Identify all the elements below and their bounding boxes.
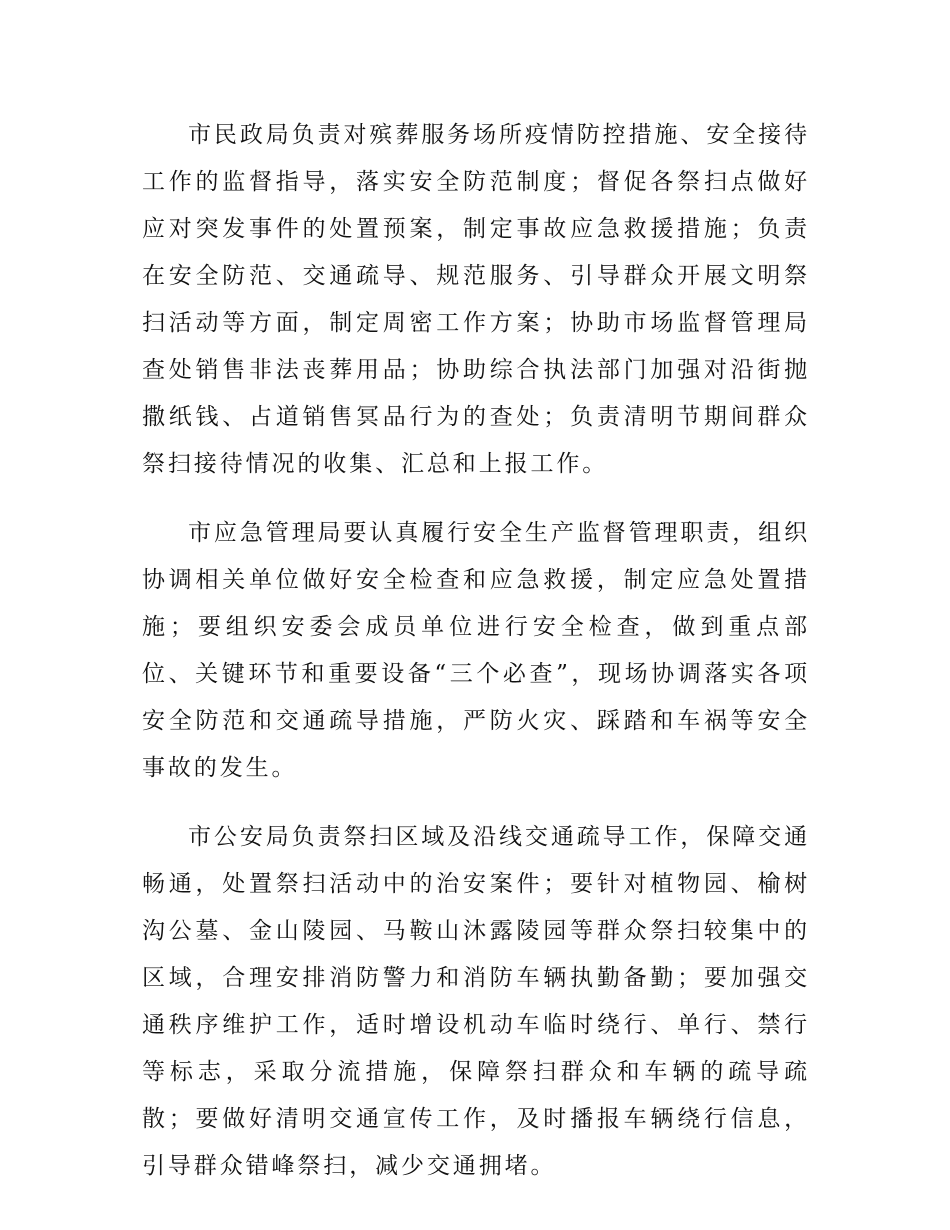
document-body (142, 112, 810, 1212)
paragraph-public-security: 市公安局负责祭扫区域及沿线交通疏导工作，保障交通畅通，处置祭扫活动中的治安案件；要针对植物园、榆树沟公墓、金山陵园、马鞍山沐露陵园等群众祭扫较集中的区域，合理安排消防警力和消防车辆执勤备勤；要加强交通秩序维护工作，适时增设机动车临时绕行、单行、禁行等标志，采取分流措施，保障祭扫群众和车辆的疏导疏散；要做好清明交通宣传工作，及时播报车辆绕行信息，引导群众错峰祭扫，减少交通拥堵。 (142, 824, 810, 1179)
paragraph-civil-affairs: 市民政局负责对殡葬服务场所疫情防控措施、安全接待工作的监督指导，落实安全防范制度；督促各祭扫点做好应对突发事件的处置预案，制定事故应急救援措施；负责在安全防范、交通疏导、规范服务、引导群众开展文明祭扫活动等方面，制定周密工作方案；协助市场监督管理局查处销售非法丧葬用品；协助综合执法部门加强对沿街抛撒纸钱、占道销售冥品行为的查处；负责清明节期间群众祭扫接待情况的收集、汇总和上报工作。 (142, 122, 810, 477)
paragraph-emergency-management: 市应急管理局要认真履行安全生产监督管理职责，组织协调相关单位做好安全检查和应急救援，制定应急处置措施；要组织安委会成员单位进行安全检查，做到重点部位、关键环节和重要设备“三个必查”，现场协调落实各项安全防范和交通疏导措施，严防火灾、踩踏和车祸等安全事故的发生。 (142, 520, 810, 781)
